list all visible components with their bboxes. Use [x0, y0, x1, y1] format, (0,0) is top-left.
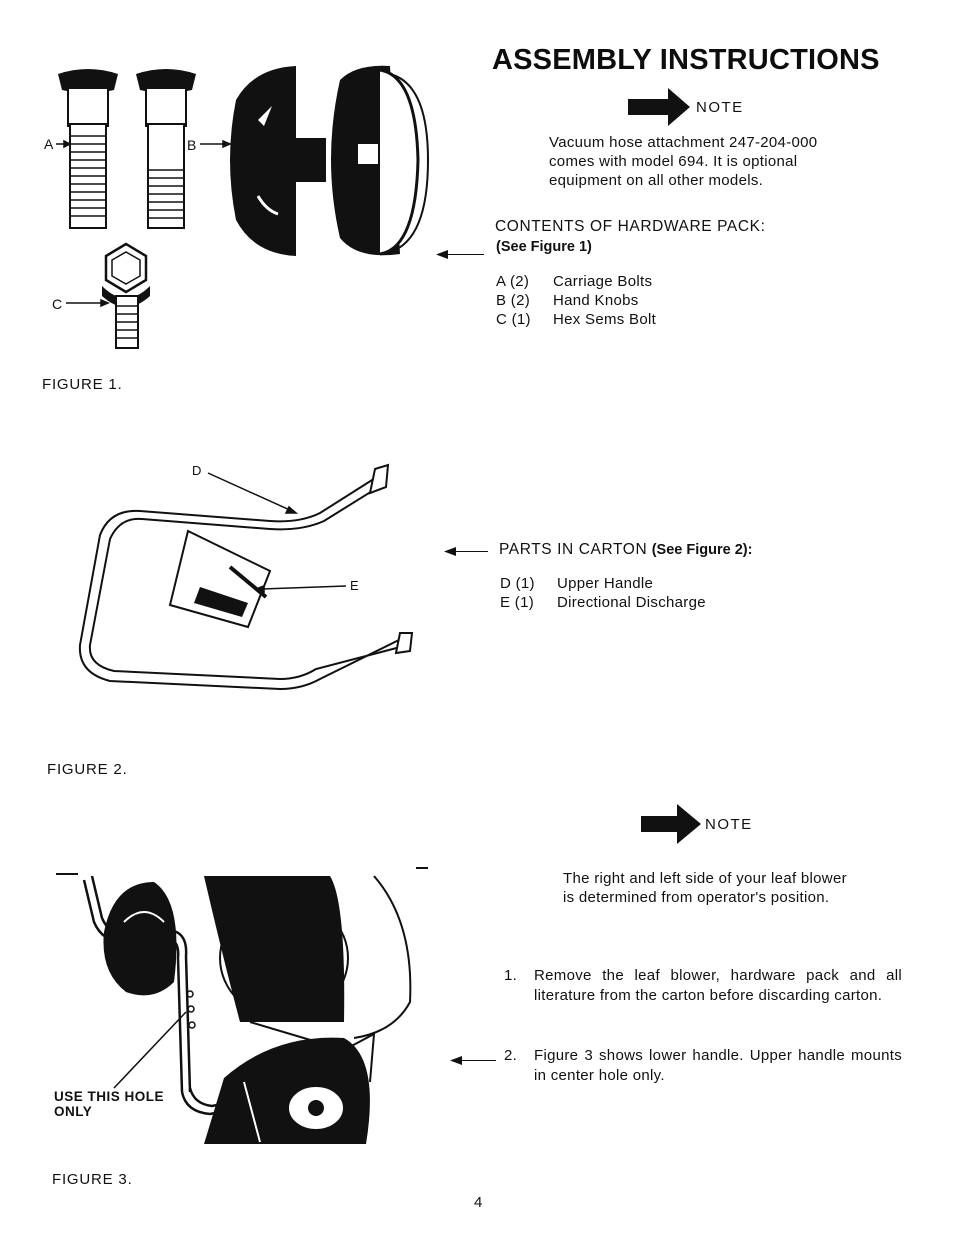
list-item: B (2) Hand Knobs — [496, 292, 639, 309]
hardware-pack-list — [496, 272, 656, 329]
note-bottom-text: The right and left side of your leaf blower is determined from operator's position. — [563, 870, 847, 906]
hand-knob-front — [230, 66, 326, 256]
note-top-heading — [628, 88, 744, 126]
callout-c: C — [52, 296, 63, 312]
callout-a: A — [44, 136, 54, 152]
pointer-arrowhead-fig2 — [444, 547, 456, 556]
hardware-pack-subheading: (See Figure 1) — [496, 239, 592, 255]
figure3-callout: USE THIS HOLE ONLY — [54, 1089, 165, 1119]
step-1: 1. Remove the leaf blower, hardware pack and all literature from the carton before discarding carton. — [504, 967, 902, 1004]
note-bottom-heading — [641, 804, 753, 844]
note-label: NOTE — [705, 815, 753, 833]
callout-b: B — [187, 137, 197, 153]
callout-e: E — [350, 578, 359, 593]
carriage-bolt-a — [58, 69, 118, 228]
page-title: ASSEMBLY INSTRUCTIONS — [492, 44, 880, 76]
note-label: NOTE — [696, 98, 744, 116]
figure1-caption: FIGURE 1. — [42, 376, 123, 393]
list-item: C (1) Hex Sems Bolt — [496, 311, 657, 328]
figure2-caption: FIGURE 2. — [47, 761, 128, 778]
list-item: E (1) Directional Discharge — [500, 594, 706, 611]
figure1-illustration — [40, 60, 440, 360]
note-arrow-icon — [628, 88, 692, 126]
pointer-arrowhead-fig3 — [450, 1056, 462, 1065]
list-item: A (2) Carriage Bolts — [496, 273, 653, 290]
hex-sems-bolt-c — [102, 244, 150, 348]
parts-in-carton-list — [500, 574, 706, 612]
callout-d: D — [192, 463, 202, 478]
front-wheel — [204, 1038, 370, 1144]
figure3-caption: FIGURE 3. — [52, 1171, 133, 1188]
directional-discharge — [170, 531, 270, 627]
page-number: 4 — [474, 1194, 483, 1211]
step-2: 2. Figure 3 shows lower handle. Upper handle mounts in center hole only. — [504, 1047, 902, 1084]
figure2-illustration — [70, 455, 430, 705]
list-item: D (1) Upper Handle — [500, 575, 654, 592]
note-top-text: Vacuum hose attachment 247-204-000 comes with model 694. It is optional equipment on all other models. — [549, 134, 818, 189]
hardware-pack-heading: CONTENTS OF HARDWARE PACK: — [495, 218, 766, 235]
parts-in-carton-heading: PARTS IN CARTON (See Figure 2): — [499, 541, 753, 558]
hand-knob-side — [331, 66, 428, 256]
note-arrow-icon — [641, 804, 701, 844]
